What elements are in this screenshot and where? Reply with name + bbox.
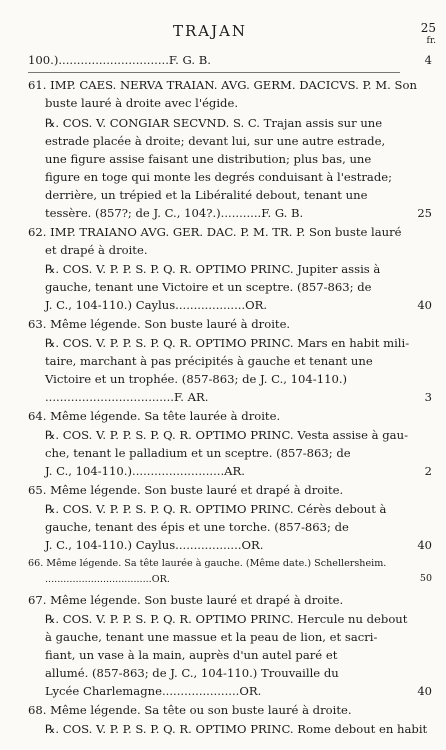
text-line: J. C., 104-110.) Caylus..................OR. (45, 538, 264, 552)
text-line: figure en toge qui monte les degrés conduisant à l'estrade; (45, 170, 393, 184)
text-line: ℞. COS. V. CONGIAR SECVND. S. C. Trajan assis sur une (45, 116, 383, 130)
page-number: 25 fr. (420, 21, 436, 46)
text-line: à gauche, tenant une massue et la peau de lion, et sacri- (45, 630, 378, 644)
text-line: tessère. (857?; de J. C., 104?.)...........F. G. B. (45, 206, 304, 220)
text-line: fiant, un vase à la main, auprès d'un autel paré et (45, 648, 338, 662)
text-line: gauche, tenant une Victoire et un sceptre. (857-863; de (45, 280, 372, 294)
text-line: 64. Même légende. Sa tête laurée à droite. (28, 409, 281, 423)
text-line: et drapé à droite. (45, 243, 148, 257)
text-line: une figure assise faisant une distribution; plus bas, une (45, 152, 372, 166)
text-line: J. C., 104-110.).........................AR. (45, 464, 245, 478)
page-title: TRAJAN (172, 22, 248, 40)
text-line: Lycée Charlemagne.....................OR. (45, 684, 262, 698)
text-line: derrière, un trépied et la Libéralité debout, tenant une (45, 188, 368, 202)
count-value: 3 (424, 390, 432, 404)
count-value: 40 (417, 298, 432, 312)
text-line: ℞. COS. V. P. P. S. P. Q. R. OPTIMO PRINC. Vesta assise à gau- (45, 428, 408, 442)
text-line: 65. Même légende. Son buste lauré et drapé à droite. (28, 483, 344, 497)
text-line: ℞. COS. V. P. P. S. P. Q. R. OPTIMO PRINC. Rome debout en habit (45, 722, 428, 736)
text-line: 61. IMP. CAES. NERVA TRAIAN. AVG. GERM. DACICVS. P. M. Son (28, 78, 417, 92)
text-line: gauche, tenant des épis et une torche. (857-863; de (45, 520, 349, 534)
divider (28, 72, 400, 73)
text-line: ℞. COS. V. P. P. S. P. Q. R. OPTIMO PRINC. Jupiter assis à (45, 262, 381, 276)
text-line: ...................................OR. (45, 574, 170, 585)
text-line: 100.)..............................F. G. B. (28, 53, 211, 67)
count-value: 25 (417, 206, 432, 220)
text-line: 66. Même légende. Sa tête laurée à gauche. (Même date.) Schellersheim. (28, 558, 387, 569)
text-line: 62. IMP. TRAIANO AVG. GER. DAC. P. M. TR. P. Son buste lauré (28, 225, 402, 239)
text-line: Victoire et un trophée. (857-863; de J. C., 104-110.) (45, 372, 348, 386)
text-line: ℞. COS. V. P. P. S. P. Q. R. OPTIMO PRINC. Hercule nu debout (45, 612, 408, 626)
text-line: allumé. (857-863; de J. C., 104-110.) Trouvaille du (45, 666, 339, 680)
text-line: ℞. COS. V. P. P. S. P. Q. R. OPTIMO PRINC. Mars en habit mili- (45, 336, 410, 350)
text-line: taire, marchant à pas précipités à gauche et tenant une (45, 354, 373, 368)
text-line: 63. Même légende. Son buste lauré à droite. (28, 317, 291, 331)
text-line: J. C., 104-110.) Caylus...................OR. (45, 298, 268, 312)
text-line: 67. Même légende. Son buste lauré et drapé à droite. (28, 593, 344, 607)
text-line: buste lauré à droite avec l'égide. (45, 96, 239, 110)
count-value: 4 (424, 53, 432, 67)
text-line: 68. Même légende. Sa tête ou son buste lauré à droite. (28, 703, 352, 717)
count-value: 40 (417, 684, 432, 698)
text-line: estrade placée à droite; devant lui, sur une autre estrade, (45, 134, 386, 148)
count-value: 2 (424, 464, 432, 478)
text-line: ...................................F. AR. (45, 390, 209, 404)
count-value: 50 (419, 573, 432, 584)
text-line: che, tenant le palladium et un sceptre. (857-863; de (45, 446, 351, 460)
text-line: ℞. COS. V. P. P. S. P. Q. R. OPTIMO PRINC. Cérès debout à (45, 502, 387, 516)
count-value: 40 (417, 538, 432, 552)
